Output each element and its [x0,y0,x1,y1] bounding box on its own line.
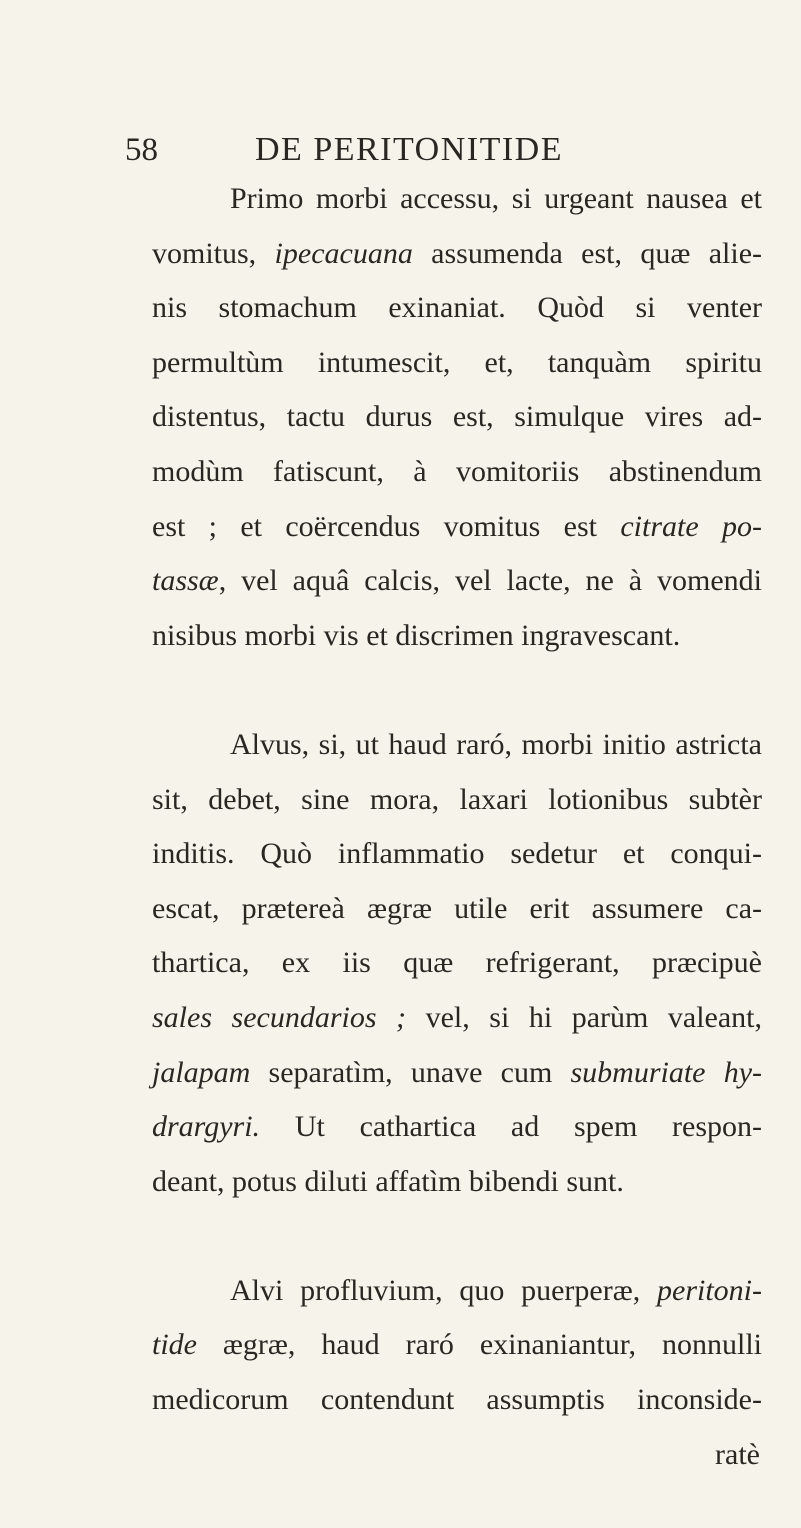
text-line: sales secundarios ; vel, si hi parùm valeant, [152,1000,762,1034]
italic-term: submuriate hy- [570,1055,762,1089]
text-line: sit, debet, sine mora, laxari lotionibus subtèr [152,782,762,816]
text-line: distentus, tactu durus est, simulque vires ad- [152,400,762,434]
body-text [152,172,762,1482]
text-line: Alvi profluvium, quo puerperæ, peritoni- [230,1273,762,1307]
text-line: deant, potus diluti affatìm bibendi sunt. [152,1164,624,1198]
text-line: nis stomachum exinaniat. Quòd si venter [152,291,762,325]
paragraph-1 [152,172,762,663]
paragraph-2 [152,718,762,1209]
italic-term: ipecacuana [274,236,413,270]
text-line: thartica, ex iis quæ refrigerant, præcipuè [152,946,762,980]
text-line: inditis. Quò inflammatio sedetur et conqui- [152,837,762,871]
italic-term: jalapam [152,1055,251,1089]
text-line: Alvus, si, ut haud raró, morbi initio astricta [230,727,762,761]
running-title: DE PERITONITIDE [255,131,563,168]
paragraph-gap [152,663,762,718]
text-line: drargyri. Ut cathartica ad spem respon- [152,1110,762,1144]
text-line: modùm fatiscunt, à vomitoriis abstinendum [152,454,762,488]
text-line: jalapam separatìm, unave cum submuriate hy- [152,1055,762,1089]
italic-term: citrate po- [620,509,762,543]
text-line: Primo morbi accessu, si urgeant nausea et [230,182,762,215]
italic-term: drargyri. [152,1110,261,1144]
italic-term: tide [152,1328,197,1362]
text-line: tide ægræ, haud raró exinaniantur, nonnulli [152,1328,762,1362]
text-line: vomitus, ipecacuana assumenda est, quæ alie- [152,236,762,270]
text-line: est ; et coërcendus vomitus est citrate po- [152,509,762,543]
italic-term: peritoni- [657,1273,762,1307]
text-line: nisibus morbi vis et discrimen ingravescant. [152,618,681,652]
catchword: ratè [715,1437,760,1471]
paragraph-3 [152,1264,762,1482]
text-line: permultùm intumescit, et, tanquàm spiritu [152,345,762,379]
text-line: tassæ, vel aquâ calcis, vel lacte, ne à vomendi [152,564,762,598]
text-line: escat, prætereà ægræ utile erit assumere ca- [152,891,762,925]
text-line: medicorum contendunt assumptis inconside- [152,1383,762,1417]
italic-term: sales secundarios ; [152,1000,407,1034]
paragraph-gap [152,1209,762,1264]
page-number: 58 [125,132,158,168]
italic-term: tassæ [152,564,219,598]
